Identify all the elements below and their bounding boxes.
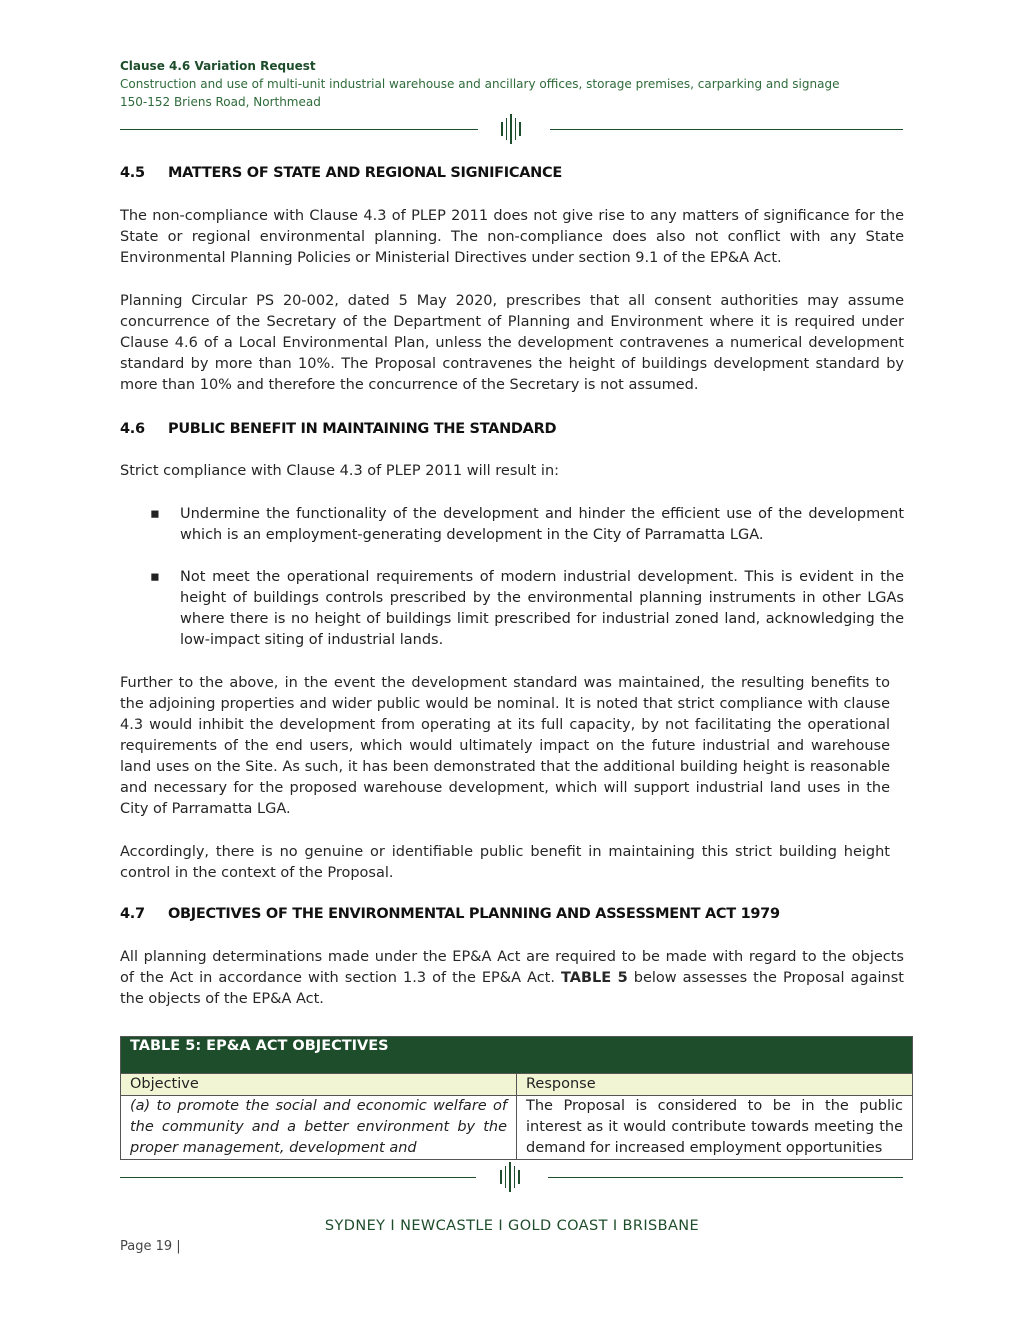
paragraph-text: below assesses the Proposal against the objects of the EP&A Act. <box>120 970 904 1007</box>
section-heading-4-7 <box>120 906 780 922</box>
document-subtitle: Construction and use of multi-unit industrial warehouse and ancillary offices, storage premises, carparking and signage <box>120 77 840 91</box>
column-header-objective: Objective <box>121 1074 517 1096</box>
section-title: PUBLIC BENEFIT IN MAINTAINING THE STANDARD <box>168 421 557 437</box>
section-heading-4-5 <box>120 165 562 181</box>
paragraph: Planning Circular PS 20-002, dated 5 May 2020, prescribes that all consent authorities may assume concurrence of the Secretary of the Department of Planning and Environment where it is required under Clause 4.6 of a Local Environmental Plan, unless the development contravenes a numerical development standard by more than 10%. The Proposal contravenes the height of buildings development standard by more than 10% and therefore the concurrence of the Secretary is not assumed. <box>120 293 904 393</box>
header-rule-right <box>550 129 903 130</box>
paragraph: Strict compliance with Clause 4.3 of PLEP 2011 will result in: <box>120 463 560 479</box>
bullet-icon: ▪ <box>150 506 160 522</box>
table-row <box>121 1096 913 1160</box>
paragraph: Accordingly, there is no genuine or identifiable public benefit in maintaining this strict building height control in the context of the Proposal. <box>120 844 890 881</box>
section-title: MATTERS OF STATE AND REGIONAL SIGNIFICANCE <box>168 165 562 181</box>
table-cell-objective: (a) to promote the social and economic welfare of the community and a better environment by the proper management, development and <box>121 1096 517 1160</box>
footer-rule-left <box>120 1177 476 1178</box>
section-number: 4.6 <box>120 421 145 437</box>
brand-logo-icon <box>501 114 521 144</box>
list-item-text: Undermine the functionality of the development and hinder the efficient use of the development which is an employment-generating development in the City of Parramatta LGA. <box>180 506 904 543</box>
page-number: Page 19 | <box>120 1239 181 1254</box>
section-number: 4.5 <box>120 165 145 181</box>
list-item <box>120 504 904 546</box>
paragraph: The non-compliance with Clause 4.3 of PLEP 2011 does not give rise to any matters of significance for the State or regional environmental planning. The non-compliance does also not conflict with any State Environmental Planning Policies or Ministerial Directives under section 9.1 of the EP&A Act. <box>120 208 904 266</box>
objectives-table <box>120 1036 913 1160</box>
list-item-text: Not meet the operational requirements of modern industrial development. This is evident in the height of buildings controls prescribed by the environmental planning instruments in other LGAs where there is no height of buildings limit prescribed for industrial zoned land, acknowledging the low-impact siting of industrial lands. <box>180 569 904 648</box>
paragraph-text: All planning determinations made under the EP&A Act are required to be made with regard to the objects of the Act in accordance with section 1.3 of the EP&A Act. <box>120 949 904 986</box>
list-item <box>120 567 904 651</box>
document-address: 150-152 Briens Road, Northmead <box>120 95 321 109</box>
table-header-row <box>121 1074 913 1096</box>
paragraph: Further to the above, in the event the development standard was maintained, the resulting benefits to the adjoining properties and wider public would be nominal. It is noted that strict compliance with clause 4.3 would inhibit the development from operating at its full capacity, by not facilitating the operational requirements of the end users, which would ultimately impact on the future industrial and warehouse land uses on the Site. As such, it has been demonstrated that the additional building height is reasonable and necessary for the proposed warehouse development, which will support industrial land uses in the City of Parramatta LGA. <box>120 675 890 817</box>
table-title: TABLE 5: EP&A ACT OBJECTIVES <box>121 1037 913 1074</box>
footer-office-locations: SYDNEY I NEWCASTLE I GOLD COAST I BRISBANE <box>324 1218 700 1234</box>
document-title: Clause 4.6 Variation Request <box>120 59 316 73</box>
bullet-icon: ▪ <box>150 569 160 585</box>
paragraph <box>120 947 904 1010</box>
section-heading-4-6 <box>120 421 556 437</box>
header-rule-left <box>120 129 478 130</box>
footer-rule-right <box>548 1177 903 1178</box>
column-header-response: Response <box>517 1074 913 1096</box>
brand-logo-icon <box>500 1162 520 1192</box>
section-number: 4.7 <box>120 906 145 922</box>
section-title: OBJECTIVES OF THE ENVIRONMENTAL PLANNING AND ASSESSMENT ACT 1979 <box>168 906 780 922</box>
table-reference: TABLE 5 <box>561 970 628 986</box>
table-cell-response: The Proposal is considered to be in the public interest as it would contribute towards meeting the demand for increased employment opportunities <box>517 1096 913 1160</box>
